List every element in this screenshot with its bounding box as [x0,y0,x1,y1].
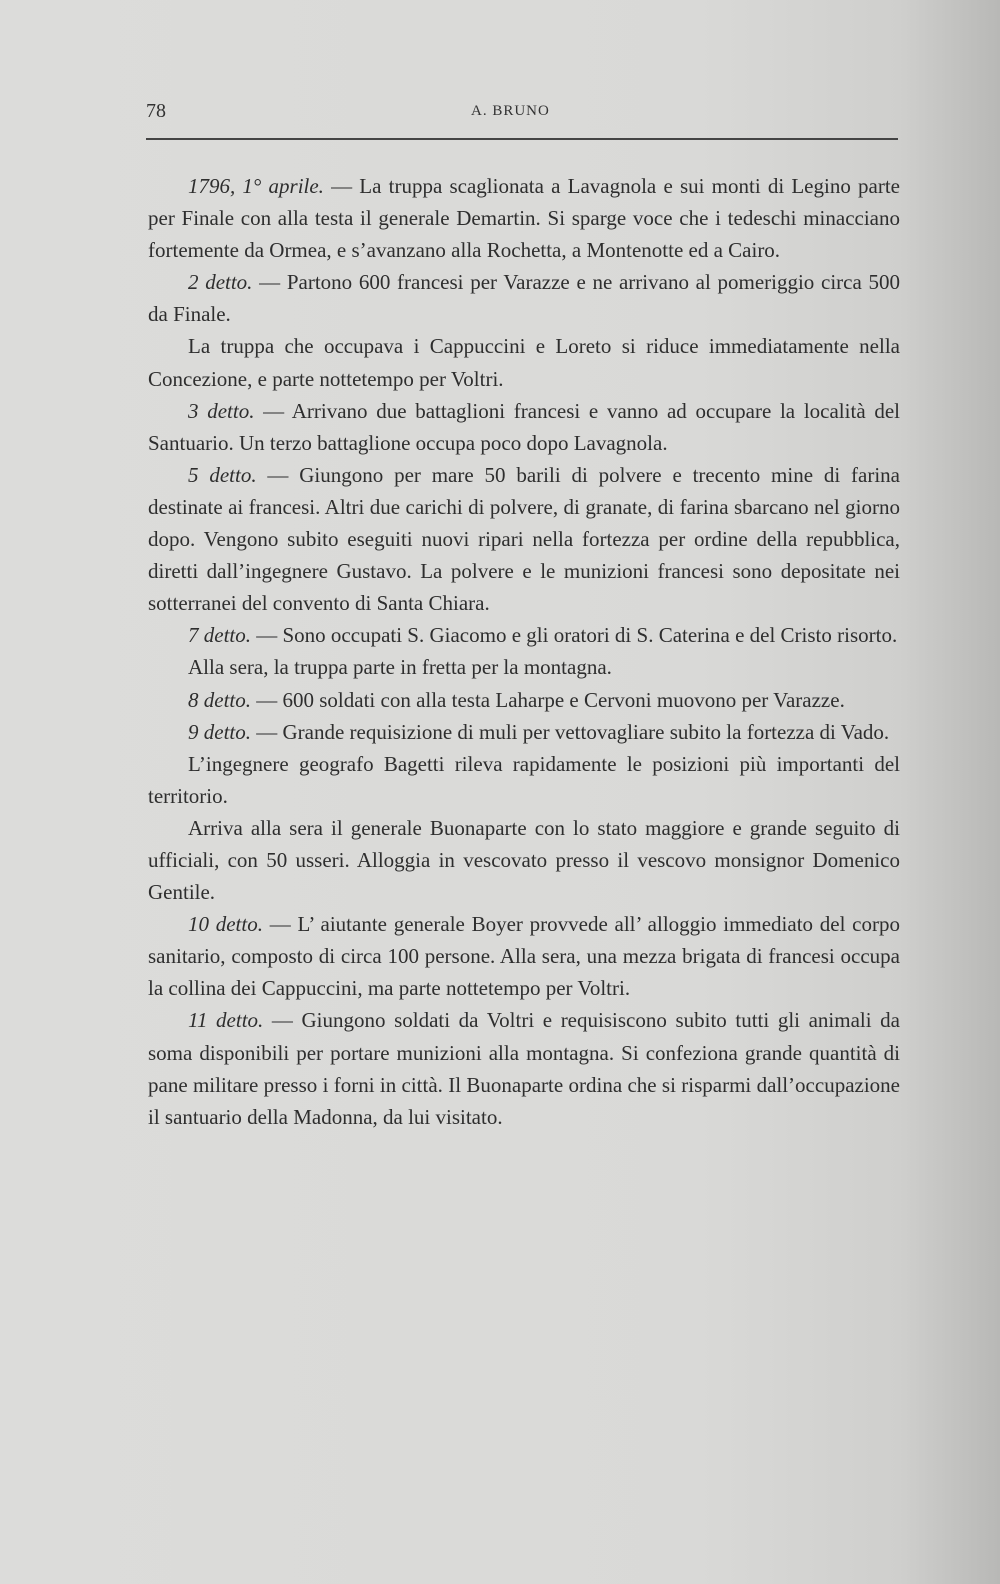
entry-text: Alla sera, la truppa parte in fretta per la montagna. [188,655,612,680]
entry-text: — Giungono soldati da Voltri e requisiscono subito tutti gli animali da soma disponibili per portare munizioni alla montagna. Si confeziona grande quantità di pane militare presso i forni in città. Il Buonaparte ordina che si risparmi dall’occupazione il santuario della Madonna, da lui visitato. [148,1008,900,1129]
entry-date: 3 detto. [188,398,255,423]
header-rule [146,138,898,140]
entry-text: — Giungono per mare 50 barili di polvere e trecento mine di farina destinate ai francesi. Altri due carichi di polvere, di granate, di farina sbarcano nel giorno dopo. Vengono subito eseguiti nuovi ripari nella fortezza per ordine della repubblica, diretti dall’ingegnere Gustavo. La polvere e le munizioni francesi sono depositate nei sotterranei del convento di Santa Chiara. [148,462,900,616]
entry-text: — L’ aiutante generale Boyer provvede all’ alloggio immediato del corpo sanitario, composto di circa 100 persone. Alla sera, una mezza brigata di francesi occupa la collina dei Cappuccini, ma parte nottetempo per Voltri. [148,912,900,1001]
entry-date: 8 detto. [188,687,251,712]
entry-date: 7 detto. [188,623,251,648]
paragraph [148,908,900,1004]
entry-text: Arriva alla sera il generale Buonaparte con lo stato maggiore e grande seguito di ufficiali, con 50 usseri. Alloggia in vescovato presso il vescovo monsignor Domenico Gentile. [148,815,900,905]
paragraph [148,459,900,619]
entry-text: La truppa che occupava i Cappuccini e Loreto si riduce immediatamente nella Concezione, e parte nottetempo per Voltri. [148,334,900,391]
paragraph [148,1004,900,1132]
entry-text: L’ingegnere geografo Bagetti rileva rapidamente le posizioni più importanti del territorio. [148,751,900,808]
entry-date: 10 detto. [188,912,263,937]
paragraph [148,684,900,716]
paragraph [148,716,900,748]
paragraph [148,266,900,330]
paragraph [148,748,900,812]
paragraph [148,170,900,266]
paragraph [148,812,900,908]
entry-date: 11 detto. [188,1008,264,1033]
entry-text: — La truppa scaglionata a Lavagnola e sui monti di Legino parte per Finale con alla testa il generale Demartin. Si sparge voce che i tedeschi minacciano fortemente da Ormea, e s’avanzano alla Rochetta, a Montenotte ed a Cairo. [148,174,900,263]
entry-text: — Grande requisizione di muli per vettovagliare subito la fortezza di Vado. [251,719,890,744]
paragraph [148,651,900,683]
paragraph [148,330,900,394]
entry-date: 9 detto. [188,719,251,744]
entry-date: 5 detto. [188,462,257,487]
entry-text: — Sono occupati S. Giacomo e gli oratori di S. Caterina e del Cristo risorto. [251,623,898,648]
page-header [146,100,898,130]
page-number: 78 [146,100,166,122]
entry-text: — Arrivano due battaglioni francesi e vanno ad occupare la località del Santuario. Un terzo battaglione occupa poco dopo Lavagnola. [148,398,900,455]
entry-text: — 600 soldati con alla testa Laharpe e Cervoni muovono per Varazze. [251,687,845,712]
entry-date: 2 detto. [188,270,253,295]
entry-text: — Partono 600 francesi per Varazze e ne arrivano al pomeriggio circa 500 da Finale. [148,270,900,327]
paragraph [148,395,900,459]
body-text [148,170,900,1133]
paragraph [148,619,900,651]
entry-date: 1796, 1° aprile. [188,174,324,198]
running-head: A. BRUNO [471,103,550,119]
